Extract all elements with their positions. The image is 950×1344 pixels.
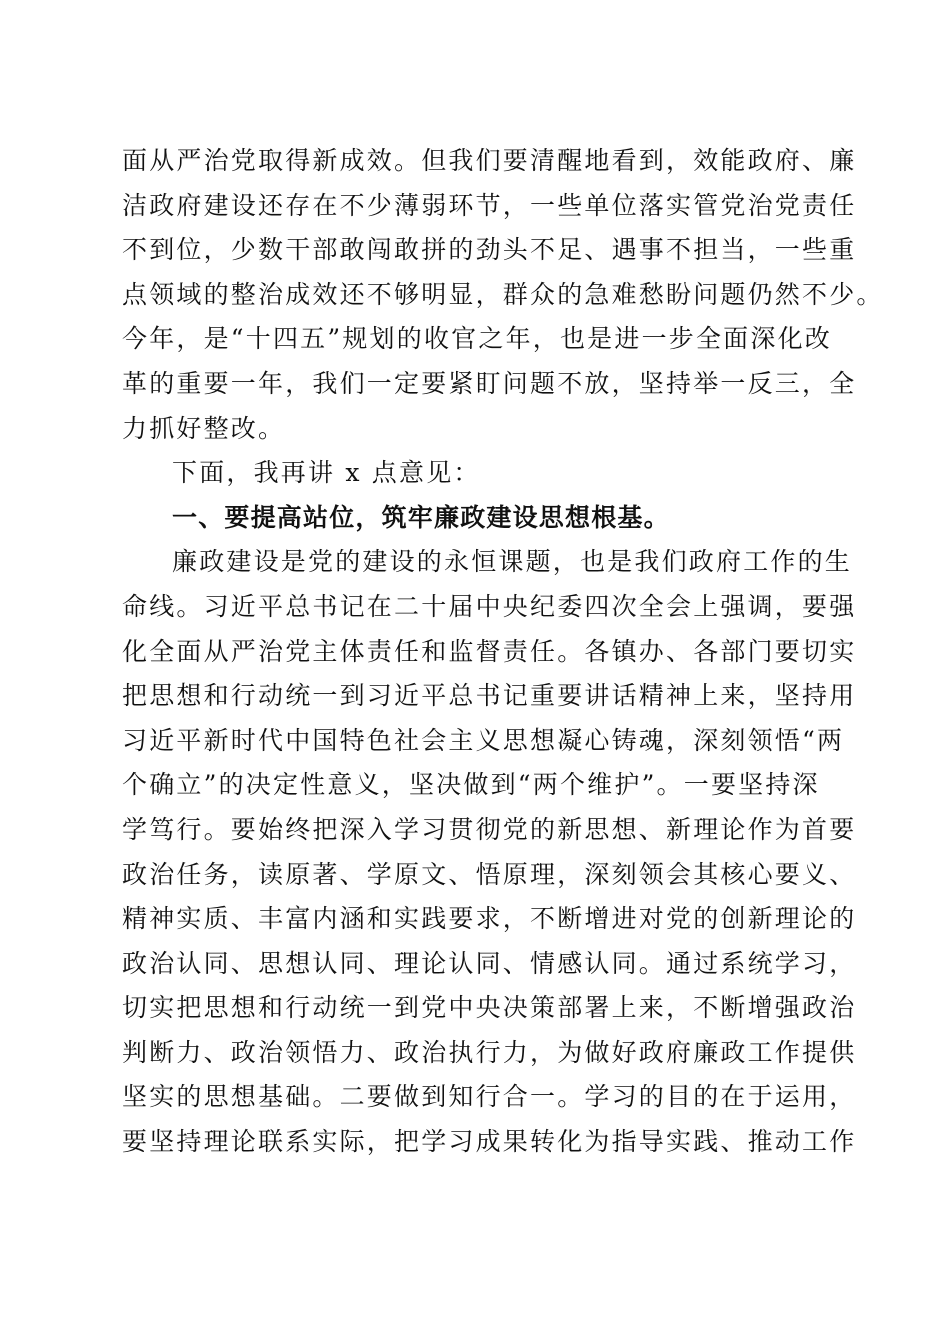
document-body — [122, 139, 884, 1165]
paragraph-line: 政治任务，读原著、学原文、悟原理，深刻领会其核心要义、 — [122, 859, 857, 889]
intro-line: 下面，我再讲 x 点意见： — [172, 458, 481, 488]
paragraph-line: 精神实质、丰富内涵和实践要求，不断增进对党的创新理论的 — [122, 904, 857, 934]
paragraph-line: 判断力、政治领悟力、政治执行力，为做好政府廉政工作提供 — [122, 1037, 857, 1067]
paragraph-line: 习近平新时代中国特色社会主义思想凝心铸魂，深刻领悟“两 — [122, 725, 845, 755]
paragraph-line: 面从严治党取得新成效。但我们要清醒地看到，效能政府、廉 — [122, 146, 857, 175]
paragraph-line: 坚实的思想基础。二要做到知行合一。学习的目的在于运用， — [122, 1082, 857, 1112]
paragraph-line: 要坚持理论联系实际，把学习成果转化为指导实践、推动工作 — [122, 1127, 857, 1157]
paragraph-line: 政治认同、思想认同、理论认同、情感认同。通过系统学习， — [122, 948, 857, 978]
paragraph-line: 学笃行。要始终把深入学习贯彻党的新思想、新理论作为首要 — [122, 814, 857, 844]
paragraph-line: 个确立”的决定性意义，坚决做到“两个维护”。一要坚持深 — [122, 770, 820, 800]
paragraph-line: 命线。习近平总书记在二十届中央纪委四次全会上强调，要强 — [122, 591, 857, 621]
paragraph-line: 把思想和行动统一到习近平总书记重要讲话精神上来，坚持用 — [122, 681, 857, 711]
paragraph-line: 力抓好整改。 — [122, 413, 286, 443]
paragraph-line: 点领域的整治成效还不够明显，群众的急难愁盼问题仍然不少。 — [122, 279, 884, 309]
paragraph-line: 切实把思想和行动统一到党中央决策部署上来，不断增强政治 — [122, 993, 857, 1023]
paragraph-line: 革的重要一年，我们一定要紧盯问题不放，坚持举一反三，全 — [122, 368, 857, 398]
paragraph-line: 今年，是“十四五”规划的收官之年，也是进一步全面深化改 — [122, 324, 832, 354]
paragraph-line: 洁政府建设还存在不少薄弱环节，一些单位落实管党治党责任 — [122, 190, 857, 220]
paragraph-line: 不到位，少数干部敢闯敢拼的劲头不足、遇事不担当，一些重 — [122, 235, 857, 265]
section-heading: 一、要提高站位，筑牢廉政建设思想根基。 — [172, 502, 670, 532]
paragraph-line: 廉政建设是党的建设的永恒课题，也是我们政府工作的生 — [172, 547, 853, 577]
paragraph-line: 化全面从严治党主体责任和监督责任。各镇办、各部门要切实 — [122, 636, 857, 666]
